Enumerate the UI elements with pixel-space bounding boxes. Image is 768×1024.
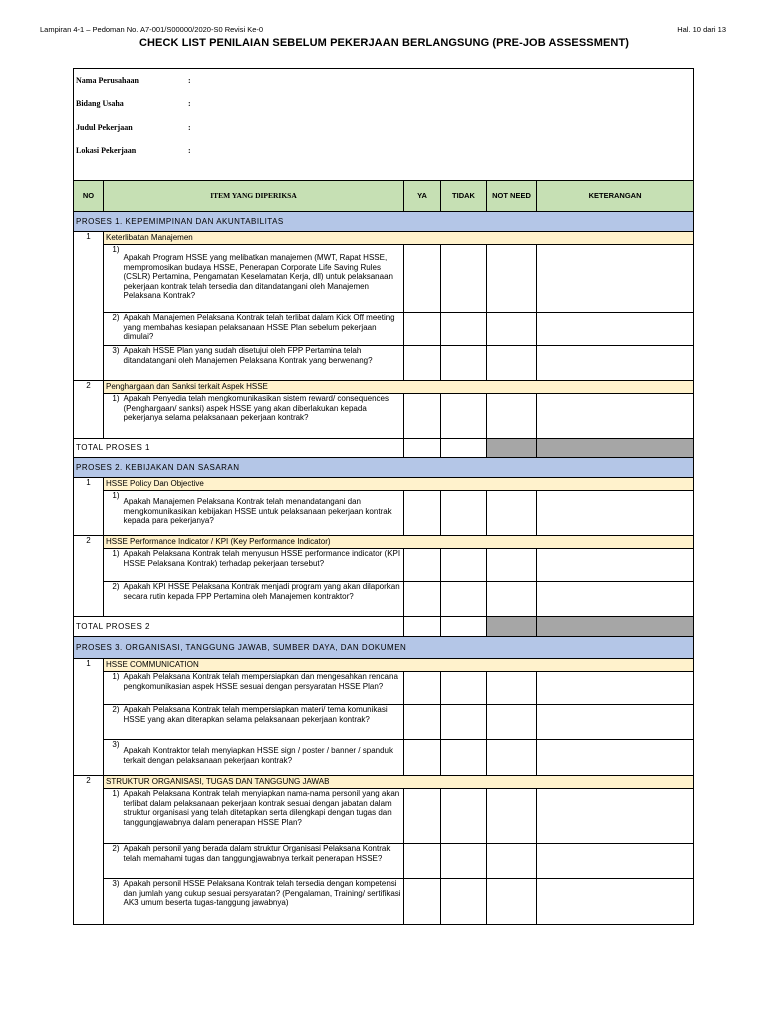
question-text: Apakah Pelaksana Kontrak telah menyiapkan nama-nama personil yang akan terlibat dalam pelaksanaan pekerjaan kontrak sesuai dengan jabatan dalam struktur organisasi yang telah ditetapkan serta dilengkapi dengan tugas dan tanggungjawabnya dalam penerapan HSSE Plan? xyxy=(122,789,404,844)
number-cell xyxy=(74,313,104,346)
subsection-number: 1 xyxy=(74,659,104,672)
info-label-business: Bidang Usaha xyxy=(76,99,124,109)
total-keterangan-cell xyxy=(537,439,694,458)
answer-tidak-cell[interactable] xyxy=(441,844,487,879)
answer-ya-cell[interactable] xyxy=(404,672,441,705)
subsection-number: 1 xyxy=(74,232,104,245)
answer-not-need-cell[interactable] xyxy=(487,245,537,313)
number-cell xyxy=(74,582,104,617)
total-ya-cell[interactable] xyxy=(404,439,441,458)
question-text: Apakah Pelaksana Kontrak telah mempersiapkan dan mengesahkan rencana pengkomunikasian aspek HSSE sesuai dengan persyaratan HSSE Plan? xyxy=(122,672,404,705)
answer-tidak-cell[interactable] xyxy=(441,245,487,313)
answer-not-need-cell[interactable] xyxy=(487,844,537,879)
answer-ya-cell[interactable] xyxy=(404,346,441,381)
question-text: Apakah Manajemen Pelaksana Kontrak telah menandatangani dan mengkomunikasikan kebijakan HSSE untuk pelaksanaan pekerjaan kontrak kepada para pekerjanya? xyxy=(122,491,404,536)
subsection-number: 2 xyxy=(74,776,104,789)
subsection-title: HSSE Policy Dan Objective xyxy=(104,478,694,491)
total-not-need-cell xyxy=(487,617,537,637)
subsection-number: 2 xyxy=(74,381,104,394)
number-cell xyxy=(74,346,104,381)
answer-not-need-cell[interactable] xyxy=(487,549,537,582)
total-tidak-cell[interactable] xyxy=(441,617,487,637)
number-cell xyxy=(74,789,104,844)
question-number: 1) xyxy=(104,491,122,536)
total-label: TOTAL PROSES 1 xyxy=(74,439,404,458)
total-label: TOTAL PROSES 2 xyxy=(74,617,404,637)
question-number: 1) xyxy=(104,245,122,313)
col-header-not-need: NOT NEED xyxy=(487,181,537,212)
keterangan-cell[interactable] xyxy=(537,245,694,313)
answer-ya-cell[interactable] xyxy=(404,394,441,439)
question-text: Apakah Manajemen Pelaksana Kontrak telah terlibat dalam Kick Off meeting yang membahas kesiapan pelaksanaan HSSE Plan sebelum pekerjaan dimulai? xyxy=(122,313,404,346)
answer-tidak-cell[interactable] xyxy=(441,582,487,617)
keterangan-cell[interactable] xyxy=(537,705,694,740)
info-label-job-title: Judul Pekerjaan xyxy=(76,122,133,132)
answer-tidak-cell[interactable] xyxy=(441,346,487,381)
question-number: 2) xyxy=(104,844,122,879)
keterangan-cell[interactable] xyxy=(537,844,694,879)
info-colon: : xyxy=(188,145,191,155)
answer-tidak-cell[interactable] xyxy=(441,491,487,536)
number-cell xyxy=(74,672,104,705)
total-ya-cell[interactable] xyxy=(404,617,441,637)
question-number: 3) xyxy=(104,346,122,381)
answer-tidak-cell[interactable] xyxy=(441,672,487,705)
keterangan-cell[interactable] xyxy=(537,672,694,705)
question-number: 2) xyxy=(104,582,122,617)
question-text: Apakah KPI HSSE Pelaksana Kontrak menjadi program yang akan dilaporkan secara rutin kepada FPP Pertamina oleh Manajemen kontraktor? xyxy=(122,582,404,617)
section-title: PROSES 2. KEBIJAKAN DAN SASARAN xyxy=(74,458,694,478)
question-number: 1) xyxy=(104,672,122,705)
keterangan-cell[interactable] xyxy=(537,491,694,536)
subsection-title: HSSE COMMUNICATION xyxy=(104,659,694,672)
info-row-business[interactable] xyxy=(74,93,694,116)
col-header-item: ITEM YANG DIPERIKSA xyxy=(104,181,404,212)
number-cell xyxy=(74,740,104,776)
question-text: Apakah Penyedia telah mengkomunikasikan sistem reward/ consequences (Penghargaan/ sanksi) aspek HSSE yang akan diberlakukan kepada pekerjanya selama pelaksanaan pekerjaan kontrak? xyxy=(122,394,404,439)
answer-tidak-cell[interactable] xyxy=(441,879,487,925)
total-keterangan-cell xyxy=(537,617,694,637)
subsection-title: HSSE Performance Indicator / KPI (Key Performance Indicator) xyxy=(104,536,694,549)
info-row-location[interactable] xyxy=(74,140,694,181)
info-row-company[interactable] xyxy=(74,69,694,93)
keterangan-cell[interactable] xyxy=(537,313,694,346)
answer-ya-cell[interactable] xyxy=(404,549,441,582)
answer-not-need-cell[interactable] xyxy=(487,346,537,381)
info-label-company: Nama Perusahaan xyxy=(76,76,139,85)
question-number: 1) xyxy=(104,789,122,844)
document-reference: Lampiran 4-1 – Pedoman No. A7-001/S00000/2020-S0 Revisi Ke-0 xyxy=(40,25,264,34)
answer-not-need-cell[interactable] xyxy=(487,879,537,925)
answer-ya-cell[interactable] xyxy=(404,491,441,536)
keterangan-cell[interactable] xyxy=(537,549,694,582)
keterangan-cell[interactable] xyxy=(537,394,694,439)
answer-not-need-cell[interactable] xyxy=(487,789,537,844)
col-header-no: NO xyxy=(74,181,104,212)
page-number: Hal. 10 dari 13 xyxy=(677,25,726,34)
question-text: Apakah Pelaksana Kontrak telah menyusun HSSE performance indicator (KPI HSSE Pelaksana Kontrak) terhadap pekerjaan tersebut? xyxy=(122,549,404,582)
answer-ya-cell[interactable] xyxy=(404,789,441,844)
page-title: CHECK LIST PENILAIAN SEBELUM PEKERJAAN BERLANGSUNG (PRE-JOB ASSESSMENT) xyxy=(138,37,630,49)
answer-tidak-cell[interactable] xyxy=(441,313,487,346)
info-label-location: Lokasi Pekerjaan xyxy=(76,145,137,155)
answer-not-need-cell[interactable] xyxy=(487,705,537,740)
number-cell xyxy=(74,705,104,740)
answer-ya-cell[interactable] xyxy=(404,844,441,879)
number-cell xyxy=(74,394,104,439)
answer-tidak-cell[interactable] xyxy=(441,740,487,776)
answer-ya-cell[interactable] xyxy=(404,245,441,313)
answer-ya-cell[interactable] xyxy=(404,879,441,925)
total-tidak-cell[interactable] xyxy=(441,439,487,458)
answer-not-need-cell[interactable] xyxy=(487,740,537,776)
answer-ya-cell[interactable] xyxy=(404,313,441,346)
question-text: Apakah Program HSSE yang melibatkan manajemen (MWT, Rapat HSSE, mempromosikan budaya HSSE, Penerapan Corporate Life Saving Rules (CSLR) Pertamina, Pengamatan Keselamatan Kerja, dll) untuk pelaksanaan pekerjaan kontrak telah tersedia dan ditandatangani oleh Manajemen Pelaksana Kontrak? xyxy=(122,245,404,313)
keterangan-cell[interactable] xyxy=(537,740,694,776)
answer-ya-cell[interactable] xyxy=(404,705,441,740)
question-number: 2) xyxy=(104,313,122,346)
answer-not-need-cell[interactable] xyxy=(487,582,537,617)
subsection-number: 1 xyxy=(74,478,104,491)
question-number: 1) xyxy=(104,549,122,582)
keterangan-cell[interactable] xyxy=(537,346,694,381)
col-header-keterangan: KETERANGAN xyxy=(537,181,694,212)
keterangan-cell[interactable] xyxy=(537,789,694,844)
keterangan-cell[interactable] xyxy=(537,582,694,617)
number-cell xyxy=(74,491,104,536)
total-not-need-cell xyxy=(487,439,537,458)
answer-not-need-cell[interactable] xyxy=(487,491,537,536)
subsection-title: Penghargaan dan Sanksi terkait Aspek HSSE xyxy=(104,381,694,394)
col-header-ya: YA xyxy=(404,181,441,212)
answer-not-need-cell[interactable] xyxy=(487,672,537,705)
number-cell xyxy=(74,844,104,879)
question-text: Apakah Kontraktor telah menyiapkan HSSE sign / poster / banner / spanduk terkait dengan pelaksanaan pekerjaan kontrak? xyxy=(122,740,404,776)
info-row-job-title[interactable] xyxy=(74,116,694,140)
question-number: 3) xyxy=(104,740,122,776)
answer-not-need-cell[interactable] xyxy=(487,394,537,439)
answer-ya-cell[interactable] xyxy=(404,740,441,776)
question-number: 1) xyxy=(104,394,122,439)
section-title: PROSES 3. ORGANISASI, TANGGUNG JAWAB, SUMBER DAYA, DAN DOKUMEN xyxy=(74,637,694,659)
info-colon: : xyxy=(188,122,191,132)
subsection-title: Keterlibatan Manajemen xyxy=(104,232,694,245)
number-cell xyxy=(74,879,104,925)
question-number: 2) xyxy=(104,705,122,740)
info-colon: : xyxy=(188,99,191,109)
col-header-tidak: TIDAK xyxy=(441,181,487,212)
answer-tidak-cell[interactable] xyxy=(441,394,487,439)
subsection-number: 2 xyxy=(74,536,104,549)
question-text: Apakah HSSE Plan yang sudah disetujui oleh FPP Pertamina telah ditandatangani oleh Manajemen Pelaksana Kontrak yang berwenang? xyxy=(122,346,404,381)
subsection-title: STRUKTUR ORGANISASI, TUGAS DAN TANGGUNG JAWAB xyxy=(104,776,694,789)
question-text: Apakah personil yang berada dalam struktur Organisasi Pelaksana Kontrak telah memahami tugas dan tanggungjawabnya terkait penerapan HSSE? xyxy=(122,844,404,879)
answer-tidak-cell[interactable] xyxy=(441,549,487,582)
question-text: Apakah Pelaksana Kontrak telah mempersiapkan materi/ tema komunikasi HSSE yang akan diterapkan selama pelaksanaan pekerjaan kontrak? xyxy=(122,705,404,740)
answer-tidak-cell[interactable] xyxy=(441,705,487,740)
question-number: 3) xyxy=(104,879,122,925)
number-cell xyxy=(74,245,104,313)
answer-tidak-cell[interactable] xyxy=(441,789,487,844)
section-title: PROSES 1. KEPEMIMPINAN DAN AKUNTABILITAS xyxy=(74,212,694,232)
number-cell xyxy=(74,549,104,582)
info-colon: : xyxy=(188,76,191,85)
answer-not-need-cell[interactable] xyxy=(487,313,537,346)
keterangan-cell[interactable] xyxy=(537,879,694,925)
answer-ya-cell[interactable] xyxy=(404,582,441,617)
checklist-table xyxy=(73,68,694,925)
question-text: Apakah personil HSSE Pelaksana Kontrak telah tersedia dengan kompetensi dan jumlah yang cukup sesuai persyaratan? (Pengalaman, Training/ sertifikasi AK3 umum beserta tugas-tanggung jawabnya) xyxy=(122,879,404,925)
